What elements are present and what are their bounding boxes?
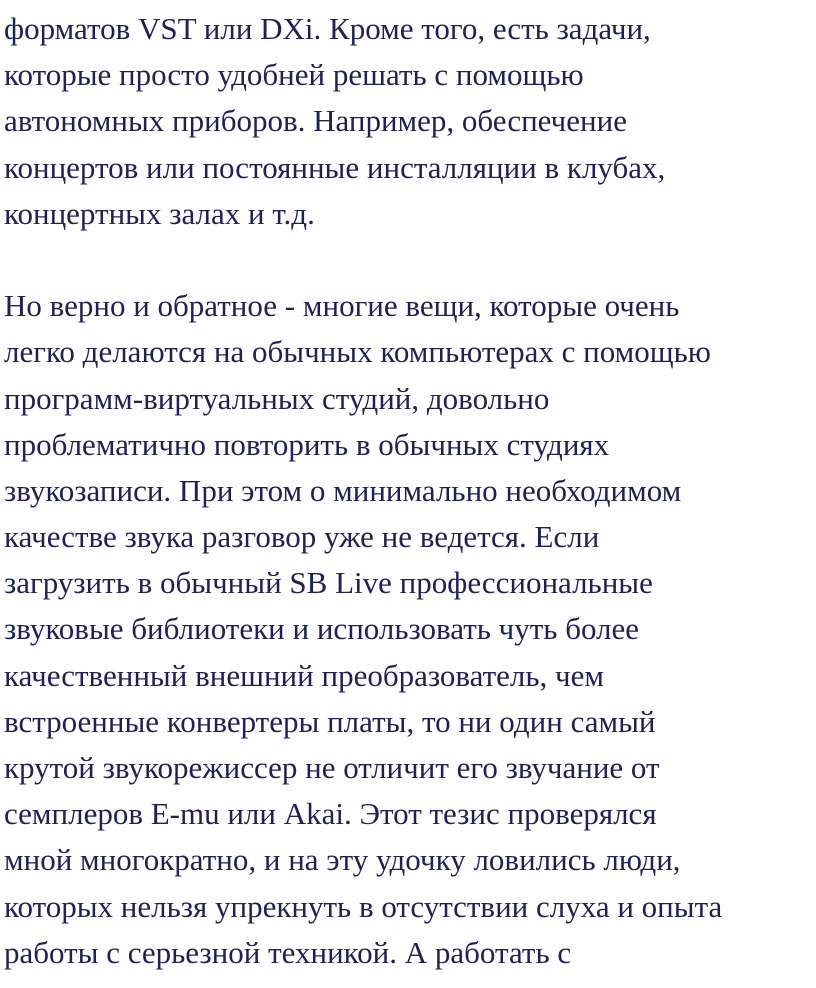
text-line: концертных залах и т.д.	[4, 195, 315, 231]
text-line: качестве звука разговор уже не ведется. Если	[4, 519, 600, 555]
text-line: которых нельзя упрекнуть в отсутствии слуха и опыта	[4, 888, 723, 924]
text-line: форматов VST или DXi. Кроме того, есть задачи,	[4, 11, 651, 46]
text-line: мной многократно, и на эту удочку ловились люди,	[4, 842, 681, 878]
text-line: встроенные конвертеры платы, то ни один самый	[4, 703, 656, 739]
text-line: концертов или постоянные инсталляции в клубах,	[4, 149, 666, 185]
text-line: работы с серьезной техникой. А работать с	[4, 934, 572, 970]
text-line: крутой звукорежиссер не отличит его звучание от	[4, 750, 660, 785]
text-line: звукозаписи. При этом о минимально необходимом	[4, 472, 682, 508]
text-line: проблематично повторить в обычных студиях	[4, 426, 610, 462]
paragraph-1	[4, 6, 816, 237]
text-line: загрузить в обычный SB Live профессиональные	[4, 565, 653, 601]
paragraph-2	[4, 283, 816, 976]
text-line: автономных приборов. Например, обеспечение	[4, 103, 627, 139]
text-line: легко делаются на обычных компьютерах с помощью	[4, 334, 711, 370]
text-line: программ-виртуальных студий, довольно	[4, 380, 550, 416]
text-line: семплеров E-mu или Akai. Этот тезис проверялся	[4, 796, 657, 832]
text-line: звуковые библиотеки и использовать чуть более	[4, 611, 640, 647]
text-line: качественный внешний преобразователь, чем	[4, 657, 604, 693]
text-line: которые просто удобней решать с помощью	[4, 57, 584, 93]
text-line: Но верно и обратное - многие вещи, которые очень	[4, 288, 680, 324]
paragraph-spacer	[4, 237, 816, 283]
